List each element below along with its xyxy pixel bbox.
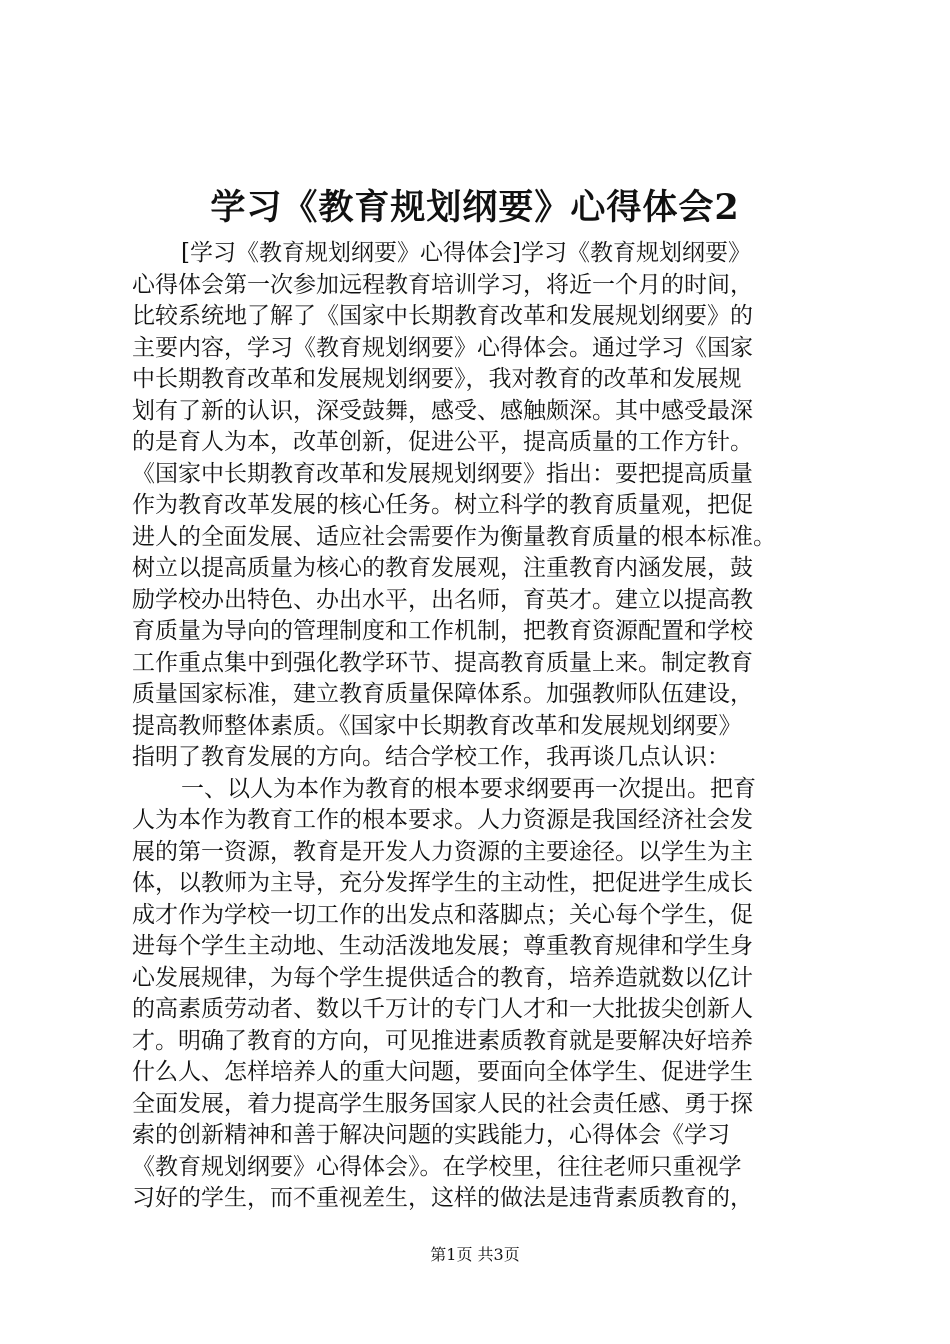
body-line: 质量国家标准，建立教育质量保障体系。加强教师队伍建设， bbox=[132, 681, 753, 707]
document-body bbox=[132, 238, 832, 1215]
body-line: 索的创新精神和善于解决问题的实践能力，心得体会《学习 bbox=[132, 1122, 730, 1148]
body-line: 工作重点集中到强化教学环节、提高教育质量上来。制定教育 bbox=[132, 649, 753, 676]
body-line: 励学校办出特色、办出水平，出名师，育英才。建立以提高教 bbox=[132, 586, 753, 613]
body-line: 体，以教师为主导，充分发挥学生的主动性，把促进学生成长 bbox=[132, 870, 753, 896]
body-line: 作为教育改革发展的核心任务。树立科学的教育质量观，把促 bbox=[132, 492, 753, 518]
body-line: 展的第一资源，教育是开发人力资源的主要途径。以学生为主 bbox=[132, 838, 753, 865]
body-line: [学习《教育规划纲要》心得体会]学习《教育规划纲要》 bbox=[181, 240, 751, 266]
body-line: 的是育人为本，改革创新，促进公平，提高质量的工作方针。 bbox=[132, 429, 753, 455]
body-line: 习好的学生，而不重视差生，这样的做法是违背素质教育的， bbox=[132, 1185, 753, 1211]
body-line: 进人的全面发展、适应社会需要作为衡量教育质量的根本标准。 bbox=[132, 523, 776, 550]
body-line: 的高素质劳动者、数以千万计的专门人才和一大批拔尖创新人 bbox=[132, 996, 753, 1022]
body-line: 一、以人为本作为教育的根本要求纲要再一次提出。把育 bbox=[181, 775, 756, 802]
body-line: 成才作为学校一切工作的出发点和落脚点；关心每个学生，促 bbox=[132, 901, 753, 928]
body-line: 才。明确了教育的方向，可见推进素质教育就是要解决好培养 bbox=[132, 1027, 753, 1054]
body-line: 进每个学生主动地、生动活泼地发展；尊重教育规律和学生身 bbox=[132, 933, 753, 959]
body-line: 提高教师整体素质。《国家中长期教育改革和发展规划纲要》 bbox=[132, 712, 742, 739]
body-line: 人为本作为教育工作的根本要求。人力资源是我国经济社会发 bbox=[132, 807, 753, 833]
body-line: 划有了新的认识，深受鼓舞，感受、感触颇深。其中感受最深 bbox=[132, 397, 753, 424]
body-line: 指明了教育发展的方向。结合学校工作，我再谈几点认识： bbox=[132, 744, 730, 770]
body-line: 心发展规律，为每个学生提供适合的教育，培养造就数以亿计 bbox=[132, 964, 753, 991]
body-line: 《国家中长期教育改革和发展规划纲要》指出：要把提高质量 bbox=[132, 460, 753, 487]
body-line: 比较系统地了解了《国家中长期教育改革和发展规划纲要》的 bbox=[132, 303, 753, 329]
body-line: 树立以提高质量为核心的教育发展观，注重教育内涵发展，鼓 bbox=[132, 555, 753, 581]
body-line: 主要内容，学习《教育规划纲要》心得体会。通过学习《国家 bbox=[132, 334, 753, 361]
body-line: 育质量为导向的管理制度和工作机制，把教育资源配置和学校 bbox=[132, 618, 753, 644]
body-line: 中长期教育改革和发展规划纲要》，我对教育的改革和发展规 bbox=[132, 366, 742, 392]
body-line: 全面发展，着力提高学生服务国家人民的社会责任感、勇于探 bbox=[132, 1090, 753, 1117]
body-line: 心得体会第一次参加远程教育培训学习，将近一个月的时间， bbox=[132, 271, 753, 298]
page-footer: 第1页 共3页 bbox=[430, 1245, 520, 1264]
document-title: 学习《教育规划纲要》心得体会2 bbox=[210, 187, 740, 228]
body-line: 什么人、怎样培养人的重大问题，要面向全体学生、促进学生 bbox=[132, 1059, 753, 1085]
body-line: 《教育规划纲要》心得体会》。在学校里，往往老师只重视学 bbox=[132, 1153, 742, 1180]
